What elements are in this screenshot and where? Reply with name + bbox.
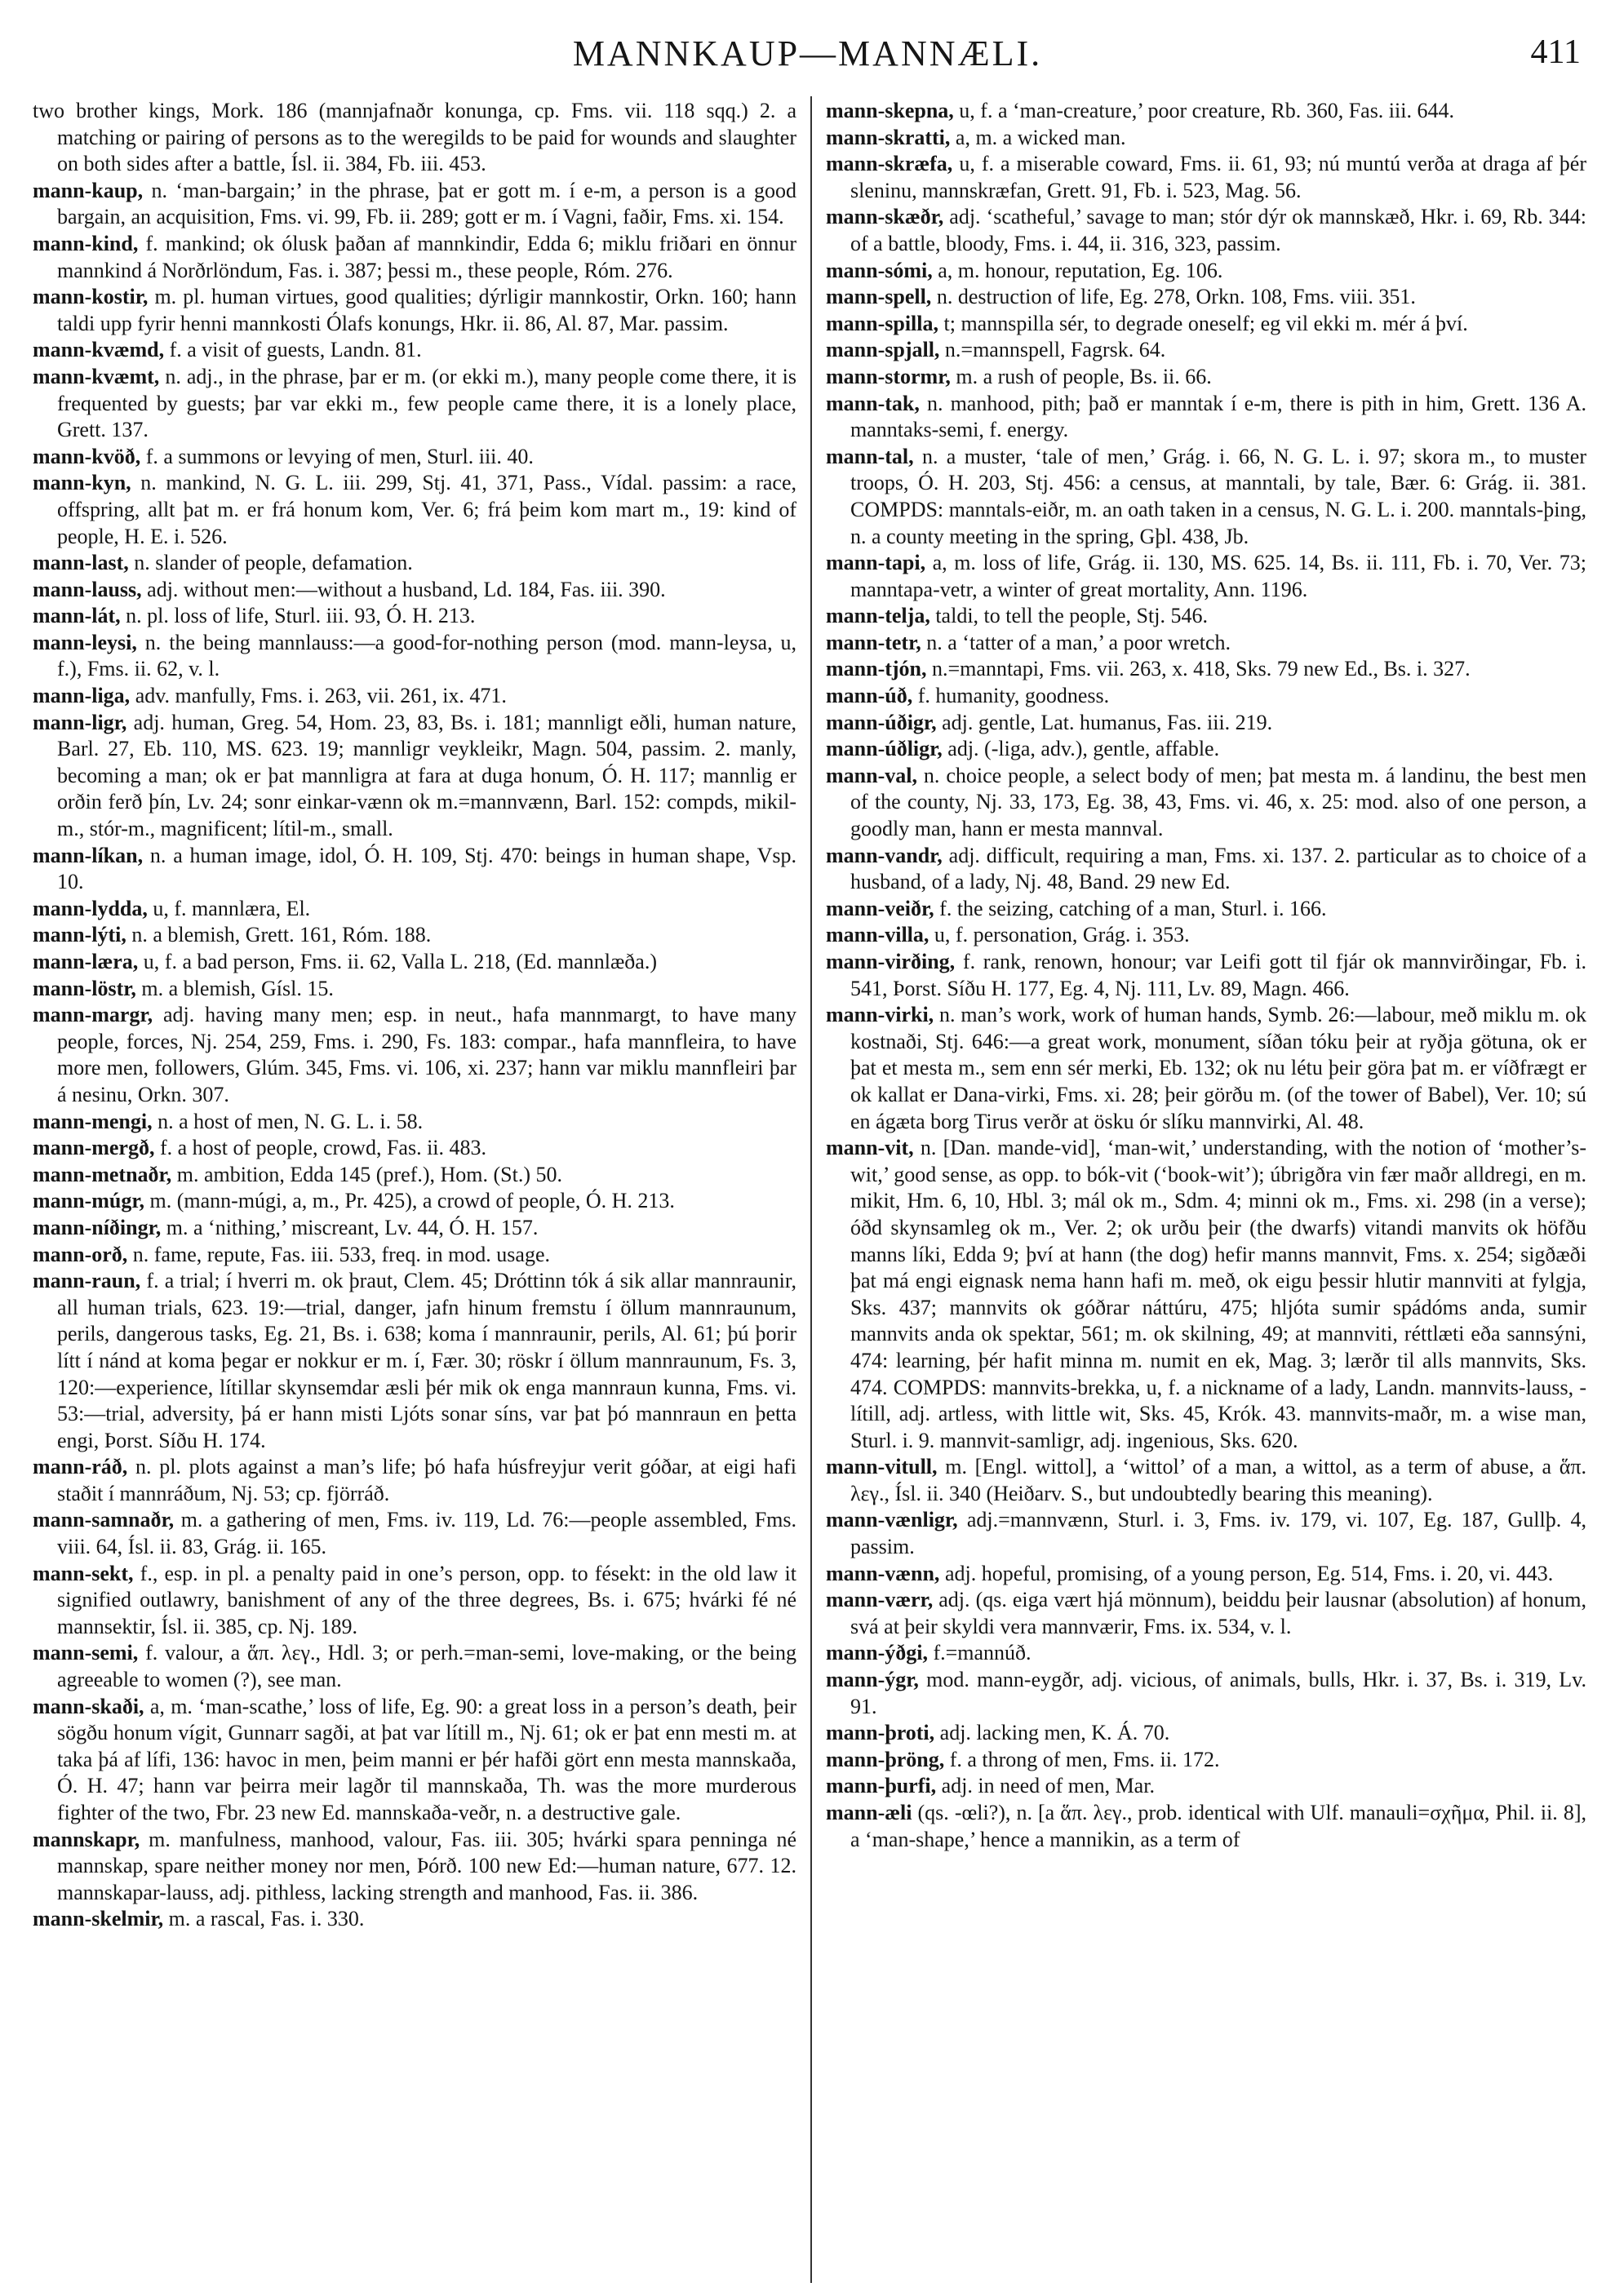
entry-definition: f. the seizing, catching of a man, Sturl. i. 166. <box>939 896 1327 920</box>
entry-definition: adj. in need of men, Mar. <box>941 1774 1155 1798</box>
dictionary-entry <box>33 710 796 843</box>
entry-headword: mann-þroti, <box>826 1721 935 1745</box>
dictionary-entry <box>826 896 1586 923</box>
dictionary-entry <box>33 470 796 550</box>
dictionary-entry <box>826 364 1586 391</box>
page-header <box>0 33 1615 82</box>
entry-definition: n. pl. loss of life, Sturl. iii. 93, Ó. H. 213. <box>126 604 476 628</box>
dictionary-entry <box>33 364 796 444</box>
entry-definition: adj. human, Greg. 54, Hom. 23, 83, Bs. i. 181; mannligt eðli, human nature, Barl. 27, Eb. 110, MS. 623. 19; mannligr veykleikr, Magn. 504, passim. 2. manly, becoming a man; ok er þat mannligra at fara at duga honum, Ó. H. 117; mannlig er orðin ferð þín, Lv. 24; sonr einkar-vænn ok m.=mannvænn, Barl. 152: compds, mikil-m., stór-m., magnificent; lítil-m., small. <box>57 710 796 841</box>
entry-headword: mann-vænn, <box>826 1561 940 1585</box>
entry-headword: mann-leysi, <box>33 630 137 654</box>
entry-definition: n. [Dan. mande-vid], ‘man-wit,’ understanding, with the notion of ‘mother’s-wit,’ good sense, as opp. to bók-vit (‘book-wit’); úbrigðra vin fær maðr alldregi, en m. mikit, Hm. 6, 10, Hbl. 3; mál ok m., Sdm. 4; minni ok m., Fms. xi. 298 (in a verse); óðd skynsamleg ok m., Ver. 2; ok urðu þeir (the dwarfs) vitandi manvits ok höfðu manns líki, Edda 9; því at hann (the dog) hefir manns mannvit, Fms. x. 254; sigðæði þat má engi eignask nema hann hafi m. með, ok eigu þessir hlutir mannviti at fylgja, Sks. 437; mannvits ok góðrar náttúru, 475; hljóta sumir spádóms anda, sumir mannvits anda ok spektar, 561; m. ok skilning, 49; at mannviti, réttlæti eða sannsýni, 474: learning, þér hafit minna m. numit en ek, Mag. 3; lærðr til alls mannvits, Sks. 474. COMPDS: mannvits-brekka, u, f. a nickname of a lady, Landn. mannvits-lauss, -lítill, adj. artless, with little wit, Sks. 45, Krók. 43. mannvits-maðr, m. a wise man, Sturl. i. 9. mannvit-samligr, adj. ingenious, Sks. 620. <box>850 1136 1586 1452</box>
entry-definition: m. a gathering of men, Fms. iv. 119, Ld. 76:—people assembled, Fms. viii. 64, Ísl. ii. 83, Grág. ii. 165. <box>57 1508 796 1559</box>
entry-definition: n.=mannspell, Fagrsk. 64. <box>944 338 1166 362</box>
entry-definition: adj. (qs. eiga vært hjá mönnum), beiddu þeir lausnar (absolution) af honum, svá at þeir skyldi vera mannværir, Fms. ix. 534, v. l. <box>850 1588 1586 1638</box>
dictionary-entry <box>33 1906 796 1933</box>
entry-definition: f. a summons or levying of men, Sturl. iii. 40. <box>145 444 534 468</box>
entry-definition: two brother kings, Mork. 186 (mannjafnaðr konunga, cp. Fms. vii. 118 sqq.) 2. a matching or pairing of persons as to the weregilds to be paid for wounds and slaughter on both sides after a battle, Ísl. ii. 384, Fb. iii. 453. <box>33 99 796 176</box>
dictionary-entry <box>826 630 1586 657</box>
dictionary-entry <box>826 204 1586 257</box>
entry-headword: mann-úðigr, <box>826 710 937 734</box>
entry-definition: f., esp. in pl. a penalty paid in one’s person, opp. to fésekt: in the old law it signified outlawry, banishment of any of the three degrees, Bs. i. 675; hvárki fé né mannsektir, Ísl. ii. 385, cp. Nj. 189. <box>57 1561 796 1638</box>
entry-definition: u, f. personation, Grág. i. 353. <box>934 923 1190 947</box>
entry-definition: m. (mann-múgi, a, m., Pr. 425), a crowd of people, Ó. H. 213. <box>149 1189 675 1213</box>
entry-definition: adj.=mannvænn, Sturl. i. 3, Fms. iv. 179, vi. 107, Eg. 187, Gullþ. 4, passim. <box>850 1508 1586 1559</box>
dictionary-entry <box>826 151 1586 204</box>
entry-definition: f. valour, a ἅπ. λεγ., Hdl. 3; or perh.=man-semi, love-making, or the being agreeable to women (?), see man. <box>57 1641 796 1692</box>
entry-headword: mann-kvæmd, <box>33 338 165 362</box>
dictionary-entry <box>33 1640 796 1693</box>
entry-definition: f. a host of people, crowd, Fas. ii. 483. <box>159 1136 487 1160</box>
entry-headword: mann-æli <box>826 1801 912 1824</box>
entry-definition: n. a host of men, N. G. L. i. 58. <box>158 1109 424 1133</box>
entry-definition: m. [Engl. wittol], a ‘wittol’ of a man, a wittol, as a term of abuse, a ἅπ. λεγ., Ísl. ii. 340 (Heiðarv. S., but undoubtedly bearing this meaning). <box>850 1455 1586 1505</box>
entry-definition: n. adj., in the phrase, þar er m. (or ekki m.), many people come there, it is frequented by guests; þar var ekki m., few people came there, it is a lonely place, Grett. 137. <box>57 364 796 442</box>
dictionary-entry <box>33 1188 796 1215</box>
dictionary-entry <box>33 1162 796 1189</box>
entry-definition: a, m. ‘man-scathe,’ loss of life, Eg. 90: a great loss in a person’s death, þeir sögðu honum vígit, Gunnarr sagði, at þat var lítill m., Nj. 61; ok er þat enn mesti m. at taka þá af lífi, 136: havoc in men, þeim manni er þér hafði gört enn mesta mannskaða, Ó. H. 47; hann var þeirra meir lagðr til mannskaða, Th. was the more murderous fighter of the two, Fbr. 23 new Ed. mannskaða-veðr, n. a destructive gale. <box>57 1694 796 1824</box>
entry-headword: mann-vænligr, <box>826 1508 958 1532</box>
entry-definition: n. manhood, pith; það er manntak í e-m, there is pith in him, Grett. 136 A. manntaks-semi, f. energy. <box>850 391 1586 442</box>
entry-definition: a, m. loss of life, Grág. ii. 130, MS. 625. 14, Bs. ii. 111, Fb. i. 70, Ver. 73; manntapa-vetr, a winter of great mortality, Ann. 1196. <box>850 551 1586 601</box>
entry-headword: mann-þröng, <box>826 1747 945 1771</box>
entry-definition: taldi, to tell the people, Stj. 546. <box>935 604 1208 628</box>
entry-headword: mann-spell, <box>826 285 932 309</box>
entry-definition: (qs. -œli?), n. [a ἅπ. λεγ., prob. identical with Ulf. manauli=σχῆμα, Phil. ii. 8], a ‘man-shape,’ hence a mannikin, as a term of <box>850 1801 1586 1851</box>
dictionary-entry <box>826 98 1586 125</box>
entry-definition: a, m. honour, reputation, Eg. 106. <box>938 258 1223 282</box>
entry-headword: mann-skelmir, <box>33 1907 164 1931</box>
dictionary-entry <box>826 337 1586 364</box>
entry-headword: mann-last, <box>33 551 129 575</box>
entry-definition: f. a throng of men, Fms. ii. 172. <box>949 1747 1220 1771</box>
entry-headword: mannskapr, <box>33 1827 140 1851</box>
dictionary-entry <box>33 976 796 1003</box>
entry-headword: mann-múgr, <box>33 1189 145 1213</box>
entry-headword: mann-ýðgi, <box>826 1641 928 1665</box>
dictionary-entry <box>33 922 796 949</box>
entry-definition: adj. gentle, Lat. humanus, Fas. iii. 219. <box>942 710 1273 734</box>
entry-definition: n.=manntapi, Fms. vii. 263, x. 418, Sks. 79 new Ed., Bs. i. 327. <box>932 657 1471 681</box>
left-column <box>33 98 796 2285</box>
entry-definition: m. a blemish, Gísl. 15. <box>141 976 334 1000</box>
entry-headword: mann-skaði, <box>33 1694 144 1718</box>
entry-headword: mann-úð, <box>826 684 913 708</box>
entry-definition: mod. mann-eygðr, adj. vicious, of animals, bulls, Hkr. i. 37, Bs. i. 319, Lv. 91. <box>850 1668 1586 1718</box>
entry-definition: m. manfulness, manhood, valour, Fas. iii. 305; hvárki spara penninga né mannskap, spare neither money nor men, Þórð. 100 new Ed:—human nature, 677. 12. mannskapar-lauss, adj. pithless, lacking strength and manhood, Fas. ii. 386. <box>57 1827 796 1904</box>
entry-definition: f.=mannúð. <box>933 1641 1032 1665</box>
dictionary-entry <box>826 1561 1586 1588</box>
entry-headword: mann-tjón, <box>826 657 927 681</box>
dictionary-entry <box>33 1507 796 1560</box>
dictionary-entry <box>826 258 1586 285</box>
entry-definition: u, f. mannlæra, El. <box>153 896 311 920</box>
dictionary-entry <box>33 577 796 604</box>
entry-headword: mann-metnaðr, <box>33 1162 172 1186</box>
entry-definition: n. man’s work, work of human hands, Symb. 26:—labour, með miklu m. ok kostnaði, Stj. 646:—a great work, monument, síðan tóku þeir at ryðja götuna, ok er þat et mesta m., sem enn sér merki, Eb. 132; ok nu létu þeir göra þat m. er víðfrægt er ok kallat er Dana-virki, Fms. xi. 28; þeir görðu m. (of the tower of Babel), Ver. 10; sú en ágæta borg Tirus verðr at ösku ór slíku mannvirki, Al. 48. <box>850 1003 1586 1133</box>
dictionary-entry <box>826 444 1586 550</box>
entry-definition: f. a visit of guests, Landn. 81. <box>169 338 422 362</box>
entry-headword: mann-þurfi, <box>826 1774 937 1798</box>
dictionary-entry <box>826 949 1586 1002</box>
entry-headword: mann-ýgr, <box>826 1668 919 1692</box>
entry-definition: n. mankind, N. G. L. iii. 299, Stj. 41, 371, Pass., Vídal. passim: a race, offspring, allt þat m. er frá honum kom, Ver. 6; frá þeim kom mart m., 19: kind of people, H. E. i. 526. <box>57 471 796 548</box>
entry-headword: mann-virðing, <box>826 950 956 973</box>
dictionary-entry <box>826 922 1586 949</box>
entry-headword: mann-sómi, <box>826 258 933 282</box>
entry-headword: mann-værr, <box>826 1588 934 1612</box>
running-title: MANNKAUP—MANNÆLI. <box>572 33 1043 73</box>
entry-headword: mann-mergð, <box>33 1136 155 1160</box>
entry-headword: mann-tak, <box>826 391 920 415</box>
dictionary-entry <box>826 1640 1586 1667</box>
entry-headword: mann-orð, <box>33 1242 128 1266</box>
entry-headword: mann-veiðr, <box>826 896 934 920</box>
dictionary-entry <box>826 1747 1586 1774</box>
dictionary-entry <box>33 550 796 577</box>
dictionary-entry <box>33 1268 796 1454</box>
dictionary-entry <box>826 736 1586 763</box>
entry-headword: mann-kvöð, <box>33 444 141 468</box>
page-number: 411 <box>1530 33 1581 71</box>
dictionary-entry <box>826 1454 1586 1507</box>
entry-headword: mann-löstr, <box>33 976 136 1000</box>
entry-definition: n. the being mannlauss:—a good-for-nothing person (mod. mann-leysa, u, f.), Fms. ii. 62, v. l. <box>57 630 796 681</box>
entry-headword: mann-vandr, <box>826 843 943 867</box>
entry-headword: mann-semi, <box>33 1641 139 1665</box>
entry-definition: m. a rascal, Fas. i. 330. <box>168 1907 365 1931</box>
dictionary-entry <box>33 1109 796 1136</box>
entry-definition: n. a muster, ‘tale of men,’ Grág. i. 66, N. G. L. i. 97; skora m., to muster troops, Ó. H. 203, Stj. 456: a census, at manntali, by tale, Bær. 6: Grág. ii. 381. COMPDS: manntals-eiðr, m. an oath taken in a census, N. G. L. i. 200. manntals-þing, n. a county meeting in the spring, Gþl. 438, Jb. <box>850 444 1586 548</box>
entry-headword: mann-kaup, <box>33 178 144 202</box>
entry-headword: mann-kind, <box>33 231 139 255</box>
entry-headword: mann-vit, <box>826 1136 914 1160</box>
entry-headword: mann-vitull, <box>826 1455 938 1479</box>
entry-headword: mann-níðingr, <box>33 1215 162 1239</box>
entry-definition: adj. hopeful, promising, of a young person, Eg. 514, Fms. i. 20, vi. 443. <box>944 1561 1554 1585</box>
dictionary-entry <box>33 843 796 896</box>
entry-definition: m. pl. human virtues, good qualities; dýrligir mannkostir, Orkn. 160; hann taldi upp fyrir henni mannkosti Ólafs konungs, Hkr. ii. 86, Al. 87, Mar. passim. <box>57 285 796 335</box>
dictionary-entry <box>826 311 1586 338</box>
entry-headword: mann-liga, <box>33 684 131 708</box>
dictionary-entry <box>33 630 796 683</box>
dictionary-entry <box>33 949 796 976</box>
right-column <box>826 98 1586 2285</box>
entry-headword: mann-spjall, <box>826 338 940 362</box>
entry-headword: mann-lýti, <box>33 923 126 947</box>
dictionary-entry <box>33 683 796 710</box>
dictionary-entry <box>33 231 796 284</box>
dictionary-entry <box>33 603 796 630</box>
entry-headword: mann-kvæmt, <box>33 364 160 388</box>
dictionary-entry <box>826 1002 1586 1135</box>
dictionary-entry <box>33 1454 796 1507</box>
entry-headword: mann-tetr, <box>826 630 921 654</box>
dictionary-entry <box>33 1215 796 1242</box>
dictionary-entry <box>826 763 1586 843</box>
entry-headword: mann-líkan, <box>33 843 144 867</box>
entry-headword: mann-raun, <box>33 1269 141 1293</box>
entry-headword: mann-kyn, <box>33 471 131 495</box>
entry-definition: n. ‘man-bargain;’ in the phrase, þat er gott m. í e-m, a person is a good bargain, an acquisition, Fms. vi. 99, Fb. ii. 289; gott er m. í Vagni, faðir, Fms. xi. 154. <box>57 178 796 229</box>
entry-definition: m. a rush of people, Bs. ii. 66. <box>956 364 1212 388</box>
dictionary-entry <box>33 1827 796 1907</box>
entry-headword: mann-stormr, <box>826 364 951 388</box>
dictionary-entry <box>826 1667 1586 1720</box>
column-divider <box>810 96 812 2283</box>
dictionary-entry <box>826 1800 1586 1853</box>
dictionary-entry <box>33 284 796 337</box>
entry-headword: mann-villa, <box>826 923 930 947</box>
entry-definition: f. rank, renown, honour; var Leifi gott til fjár ok mannvirðingar, Fb. i. 541, Þorst. Síðu H. 177, Eg. 4, Nj. 111, Lv. 89, Magn. 466. <box>850 950 1586 1000</box>
entry-headword: mann-telja, <box>826 604 930 628</box>
entry-headword: mann-læra, <box>33 950 139 973</box>
entry-headword: mann-sekt, <box>33 1561 134 1585</box>
dictionary-entry <box>33 1002 796 1108</box>
entry-definition: adj. ‘scatheful,’ savage to man; stór dýr ok mannskæð, Hkr. i. 69, Rb. 344: of a battle, bloody, Fms. i. 44, ii. 316, 323, passim. <box>850 205 1586 255</box>
entry-definition: adv. manfully, Fms. i. 263, vii. 261, ix. 471. <box>135 684 507 708</box>
dictionary-entry <box>33 1242 796 1269</box>
entry-headword: mann-val, <box>826 763 917 787</box>
dictionary-entry <box>826 1587 1586 1640</box>
entry-headword: mann-samnaðr, <box>33 1508 175 1532</box>
entry-headword: mann-skræfa, <box>826 152 953 176</box>
entry-definition: n. fame, repute, Fas. iii. 533, freq. in mod. usage. <box>132 1242 550 1266</box>
entry-definition: n. a blemish, Grett. 161, Róm. 188. <box>131 923 432 947</box>
dictionary-entry <box>33 98 796 178</box>
dictionary-entry <box>33 444 796 471</box>
entry-definition: f. mankind; ok ólusk þaðan af mannkindir, Edda 6; miklu friðari en önnur mannkind á Norðrlöndum, Fas. i. 387; þessi m., these people, Róm. 276. <box>57 231 796 282</box>
dictionary-entry <box>826 1773 1586 1800</box>
entry-definition: t; mannspilla sér, to degrade oneself; eg vil ekki m. mér á því. <box>943 311 1468 335</box>
entry-definition: adj. having many men; esp. in neut., hafa mannmargt, to have many people, forces, Nj. 254, 259, Fms. i. 290, Fs. 183: compar., hafa mannfleira, to have more men, followers, Glúm. 345, Fms. vi. 106, xi. 237; hann var miklu mannfleiri þar á nesinu, Orkn. 307. <box>57 1003 796 1106</box>
entry-headword: mann-mengi, <box>33 1109 153 1133</box>
entry-headword: mann-ligr, <box>33 710 127 734</box>
dictionary-entry <box>826 683 1586 710</box>
dictionary-entry <box>826 603 1586 630</box>
dictionary-entry <box>33 337 796 364</box>
dictionary-entry <box>33 1561 796 1641</box>
dictionary-entry <box>33 1135 796 1162</box>
entry-definition: u, f. a miserable coward, Fms. ii. 61, 93; nú muntú verða at draga af þér sleninu, mannskræfan, Grett. 91, Fb. i. 523, Mag. 56. <box>850 152 1586 202</box>
dictionary-entry <box>826 1720 1586 1747</box>
entry-headword: mann-kostir, <box>33 285 149 309</box>
entry-definition: f. humanity, goodness. <box>917 684 1110 708</box>
entry-headword: mann-virki, <box>826 1003 934 1027</box>
entry-definition: n. a human image, idol, Ó. H. 109, Stj. 470: beings in human shape, Vsp. 10. <box>57 843 796 894</box>
entry-definition: u, f. a bad person, Fms. ii. 62, Valla L. 218, (Ed. mannlæða.) <box>143 950 657 973</box>
dictionary-entry <box>826 284 1586 311</box>
entry-headword: mann-tapi, <box>826 551 926 575</box>
entry-headword: mann-skæðr, <box>826 205 944 229</box>
entry-headword: mann-lát, <box>33 604 121 628</box>
entry-definition: adj. lacking men, K. Á. 70. <box>939 1721 1170 1745</box>
entry-definition: u, f. a ‘man-creature,’ poor creature, Rb. 360, Fas. iii. 644. <box>959 99 1454 122</box>
dictionary-entry <box>826 710 1586 737</box>
entry-definition: n. choice people, a select body of men; þat mesta m. á landinu, the best men of the county, Nj. 33, 173, Eg. 38, 43, Fms. vi. 46, x. 25: mod. also of one person, a goodly man, hann er mesta mannval. <box>850 763 1586 841</box>
entry-headword: mann-spilla, <box>826 311 938 335</box>
entry-headword: mann-lydda, <box>33 896 148 920</box>
dictionary-entry <box>826 550 1586 603</box>
dictionary-entry <box>33 1694 796 1827</box>
entry-definition: n. slander of people, defamation. <box>134 551 413 575</box>
dictionary-entry <box>826 843 1586 896</box>
entry-headword: mann-tal, <box>826 444 914 468</box>
entry-definition: a, m. a wicked man. <box>955 125 1126 149</box>
entry-headword: mann-ráð, <box>33 1455 128 1479</box>
entry-definition: f. a trial; í hverri m. ok þraut, Clem. 45; Dróttinn tók á sik allar mannraunir, all human trials, 623. 19:—trial, danger, jafn hinum fremstu í öllum mannraunum, perils, dangerous tasks, Eg. 21, Bs. i. 638; koma í mannraunir, perils, Al. 61; þú þorir lítt í nánd at koma þegar er nokkur er m. í, Fær. 30; röskr í öllum mannraunum, Fs. 3, 120:—experience, lítillar skynsemdar æsli þér mik ok enga mannraun kunna, Fms. vi. 53:—trial, adversity, þá er hann misti Ljóts sonar síns, var þat þó mannraun en þetta engi, Þorst. Síðu H. 174. <box>57 1269 796 1452</box>
entry-definition: n. pl. plots against a man’s life; þó hafa húsfreyjur verit góðar, at eigi hafi staðit í mannráðum, Nj. 53; cp. fjörráð. <box>57 1455 796 1505</box>
dictionary-entry <box>826 656 1586 683</box>
dictionary-entry <box>826 125 1586 152</box>
entry-headword: mann-úðligr, <box>826 737 943 761</box>
entry-definition: n. a ‘tatter of a man,’ a poor wretch. <box>926 630 1231 654</box>
dictionary-entry <box>33 896 796 923</box>
entry-headword: mann-skratti, <box>826 125 951 149</box>
dictionary-entry <box>826 1507 1586 1560</box>
entry-definition: m. a ‘nithing,’ miscreant, Lv. 44, Ó. H. 157. <box>166 1215 539 1239</box>
entry-headword: mann-margr, <box>33 1003 153 1027</box>
entry-headword: mann-lauss, <box>33 577 142 601</box>
dictionary-entry <box>826 391 1586 444</box>
dictionary-entry <box>826 1135 1586 1454</box>
entry-headword: mann-skepna, <box>826 99 954 122</box>
entry-definition: adj. without men:—without a husband, Ld. 184, Fas. iii. 390. <box>147 577 666 601</box>
dictionary-entry <box>33 178 796 231</box>
entry-definition: n. destruction of life, Eg. 278, Orkn. 108, Fms. viii. 351. <box>936 285 1416 309</box>
entry-definition: adj. (-liga, adv.), gentle, affable. <box>947 737 1220 761</box>
entry-definition: m. ambition, Edda 145 (pref.), Hom. (St.) 50. <box>176 1162 562 1186</box>
entry-definition: adj. difficult, requiring a man, Fms. xi. 137. 2. particular as to choice of a husband, of a lady, Nj. 48, Band. 29 new Ed. <box>850 843 1586 894</box>
